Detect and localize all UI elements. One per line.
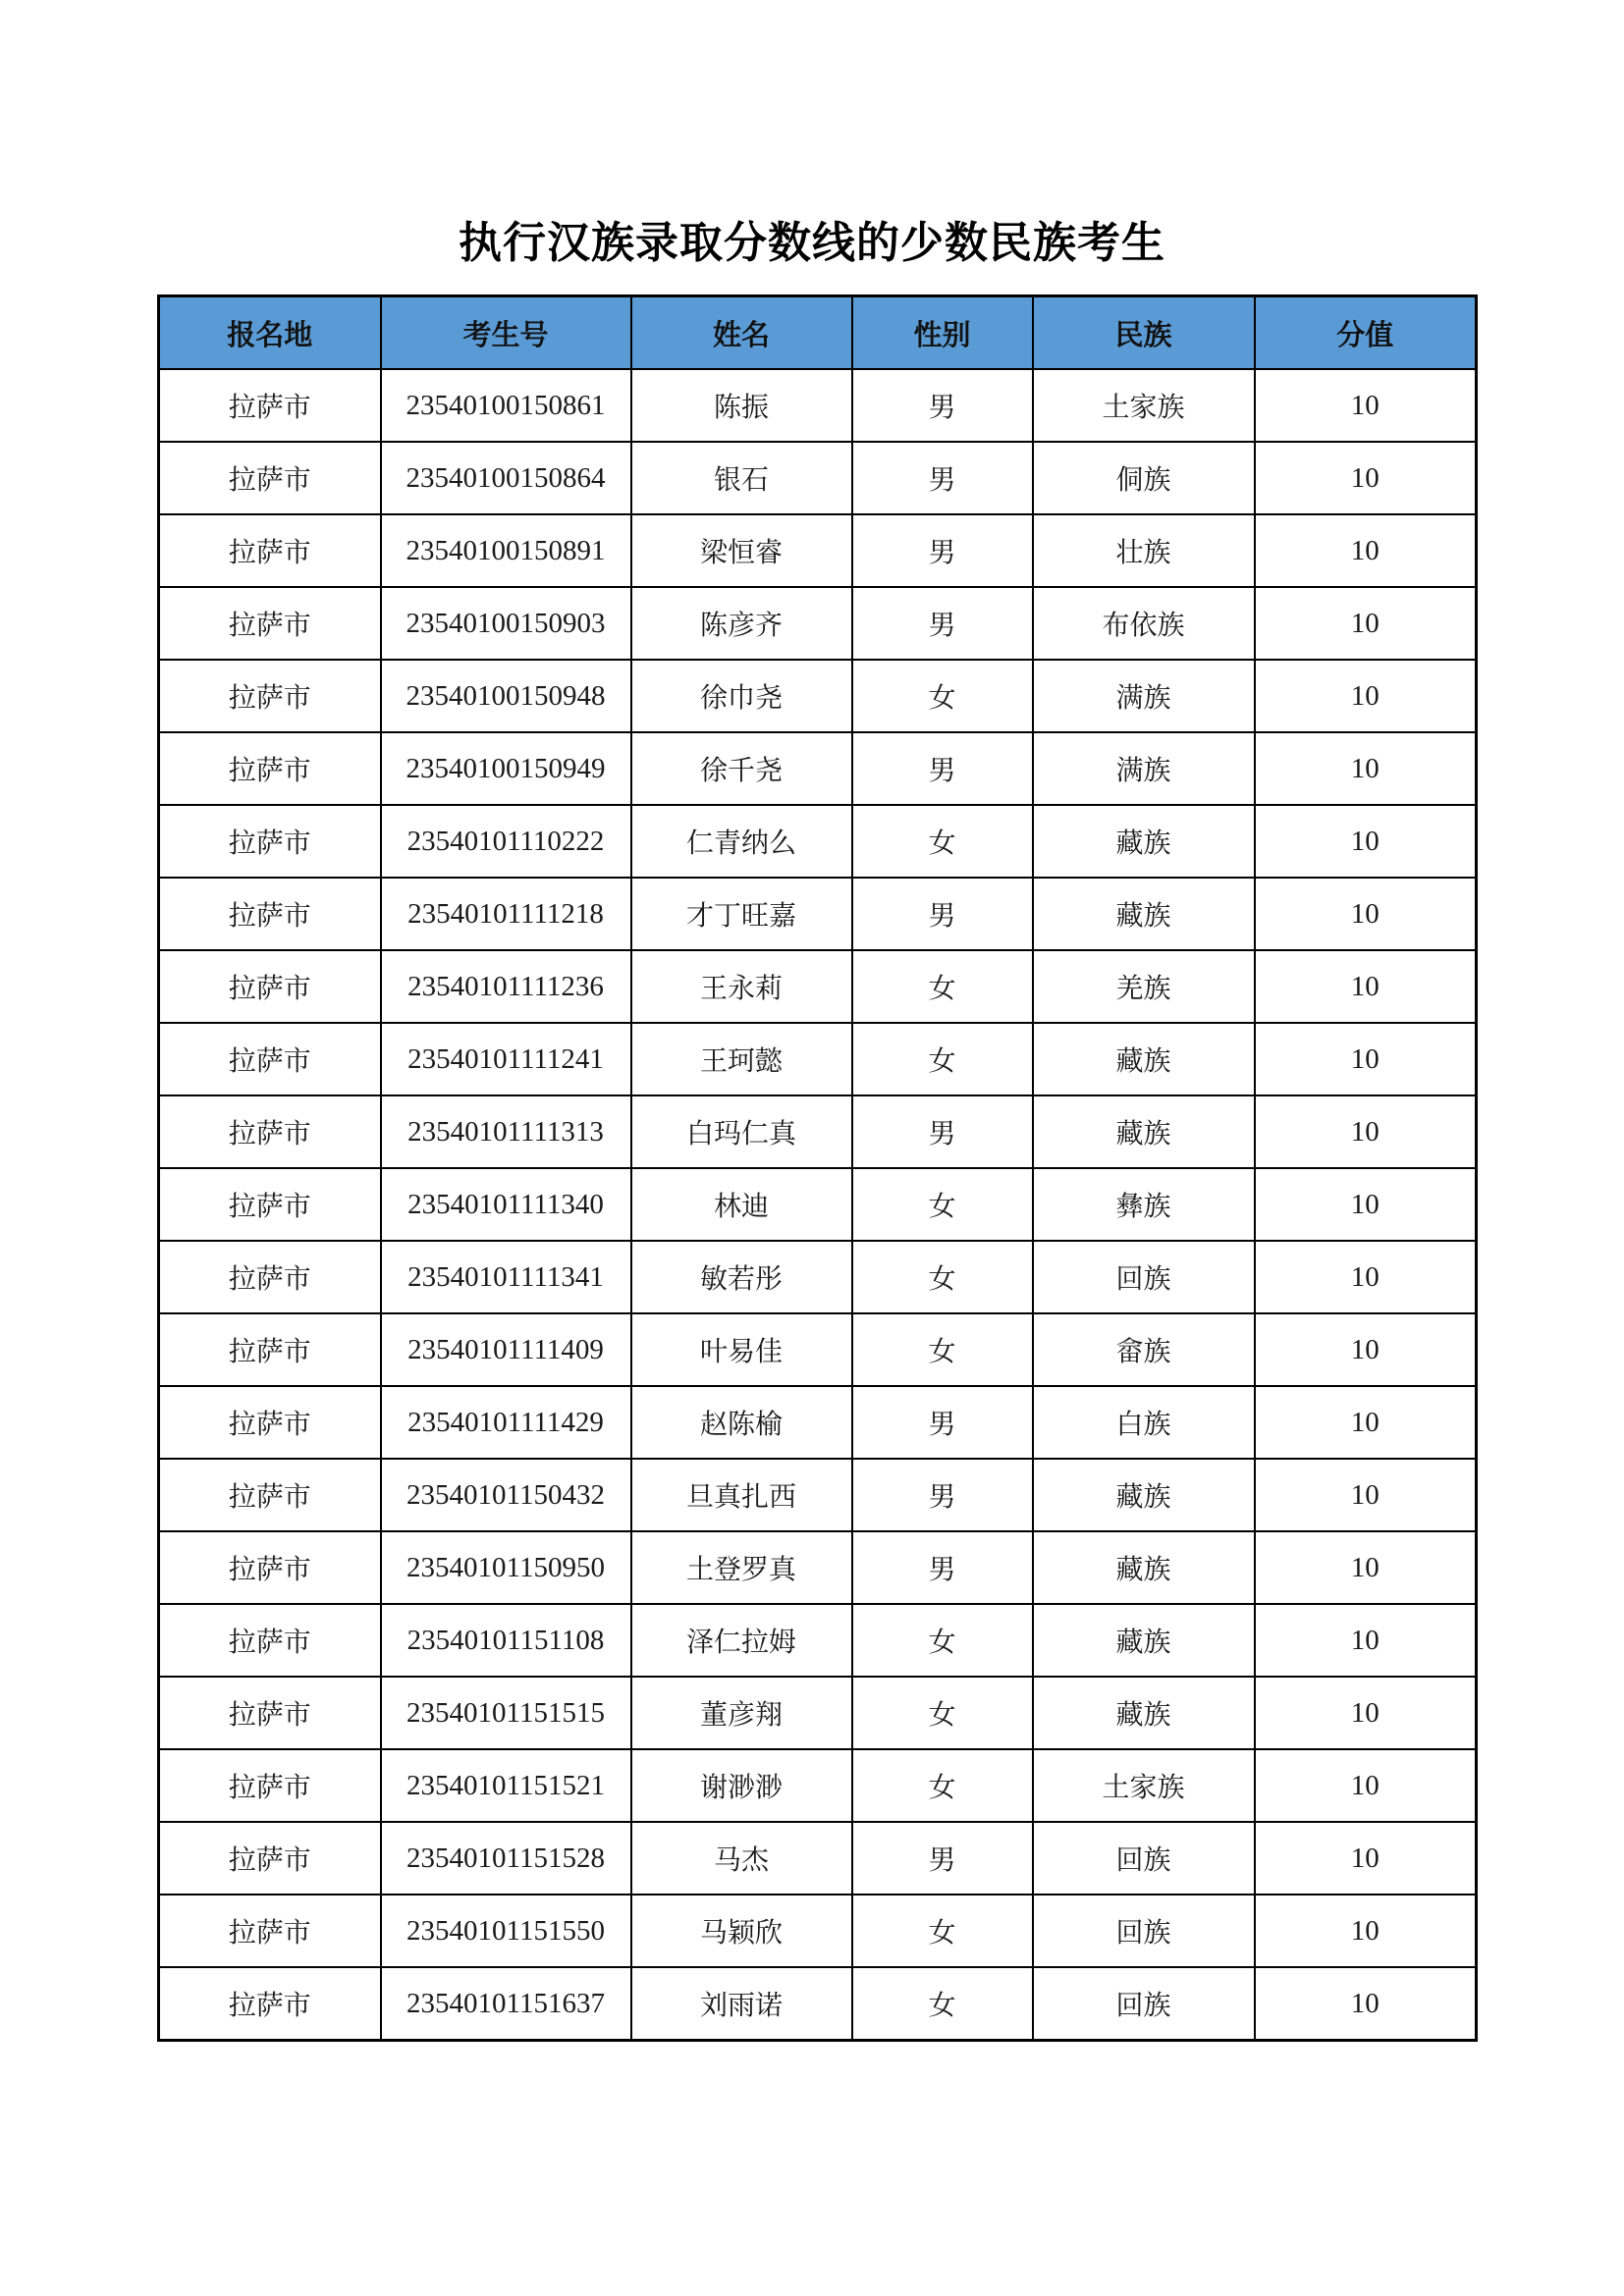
cell-name: 徐巾尧 (631, 660, 852, 732)
cell-name: 陈彦齐 (631, 587, 852, 660)
cell-gender: 男 (852, 1386, 1033, 1459)
table-row (159, 950, 1477, 1023)
table-row (159, 1313, 1477, 1386)
cell-ethnicity: 土家族 (1033, 1749, 1255, 1822)
cell-registration-place: 拉萨市 (159, 1749, 381, 1822)
cell-score: 10 (1255, 1604, 1477, 1677)
cell-registration-place: 拉萨市 (159, 514, 381, 587)
cell-score: 10 (1255, 1459, 1477, 1531)
cell-score: 10 (1255, 587, 1477, 660)
header-row (159, 296, 1477, 370)
cell-registration-place: 拉萨市 (159, 878, 381, 950)
cell-name: 仁青纳么 (631, 805, 852, 878)
cell-ethnicity: 满族 (1033, 660, 1255, 732)
cell-candidate-number: 23540101151515 (381, 1677, 631, 1749)
cell-candidate-number: 23540101111218 (381, 878, 631, 950)
cell-gender: 女 (852, 950, 1033, 1023)
cell-ethnicity: 回族 (1033, 1822, 1255, 1895)
cell-gender: 女 (852, 1677, 1033, 1749)
cell-score: 10 (1255, 442, 1477, 514)
cell-registration-place: 拉萨市 (159, 1023, 381, 1095)
cell-gender: 女 (852, 1241, 1033, 1313)
cell-gender: 女 (852, 1967, 1033, 2041)
cell-registration-place: 拉萨市 (159, 369, 381, 442)
cell-candidate-number: 23540101151108 (381, 1604, 631, 1677)
cell-candidate-number: 23540100150903 (381, 587, 631, 660)
cell-registration-place: 拉萨市 (159, 1168, 381, 1241)
cell-gender: 男 (852, 514, 1033, 587)
table-row (159, 1604, 1477, 1677)
cell-score: 10 (1255, 1168, 1477, 1241)
cell-gender: 女 (852, 805, 1033, 878)
table-row (159, 878, 1477, 950)
table-row (159, 587, 1477, 660)
cell-name: 白玛仁真 (631, 1095, 852, 1168)
cell-name: 马颖欣 (631, 1895, 852, 1967)
cell-ethnicity: 满族 (1033, 732, 1255, 805)
table-row (159, 1822, 1477, 1895)
page-title: 执行汉族录取分数线的少数民族考生 (459, 218, 1165, 268)
cell-gender: 男 (852, 1531, 1033, 1604)
cell-ethnicity: 藏族 (1033, 1095, 1255, 1168)
cell-ethnicity: 白族 (1033, 1386, 1255, 1459)
cell-gender: 男 (852, 1095, 1033, 1168)
cell-score: 10 (1255, 1095, 1477, 1168)
cell-name: 马杰 (631, 1822, 852, 1895)
cell-score: 10 (1255, 805, 1477, 878)
cell-ethnicity: 回族 (1033, 1895, 1255, 1967)
cell-score: 10 (1255, 1241, 1477, 1313)
table-row (159, 1023, 1477, 1095)
cell-gender: 女 (852, 1023, 1033, 1095)
cell-ethnicity: 彝族 (1033, 1168, 1255, 1241)
cell-candidate-number: 23540101111429 (381, 1386, 631, 1459)
cell-ethnicity: 侗族 (1033, 442, 1255, 514)
table-row (159, 805, 1477, 878)
table-row (159, 1241, 1477, 1313)
table-row (159, 1677, 1477, 1749)
cell-candidate-number: 23540100150948 (381, 660, 631, 732)
cell-gender: 女 (852, 660, 1033, 732)
header-gender: 性别 (852, 296, 1033, 370)
cell-gender: 男 (852, 1459, 1033, 1531)
table-row (159, 1749, 1477, 1822)
cell-score: 10 (1255, 1967, 1477, 2041)
cell-score: 10 (1255, 1895, 1477, 1967)
cell-gender: 女 (852, 1313, 1033, 1386)
cell-gender: 女 (852, 1168, 1033, 1241)
cell-score: 10 (1255, 369, 1477, 442)
cell-ethnicity: 回族 (1033, 1967, 1255, 2041)
cell-gender: 男 (852, 878, 1033, 950)
cell-gender: 女 (852, 1749, 1033, 1822)
cell-score: 10 (1255, 1677, 1477, 1749)
cell-ethnicity: 羌族 (1033, 950, 1255, 1023)
cell-name: 叶易佳 (631, 1313, 852, 1386)
cell-ethnicity: 畲族 (1033, 1313, 1255, 1386)
table-header (159, 296, 1477, 370)
table-row (159, 660, 1477, 732)
cell-name: 泽仁拉姆 (631, 1604, 852, 1677)
cell-candidate-number: 23540101150950 (381, 1531, 631, 1604)
cell-registration-place: 拉萨市 (159, 1386, 381, 1459)
cell-gender: 女 (852, 1604, 1033, 1677)
cell-name: 林迪 (631, 1168, 852, 1241)
cell-name: 赵陈榆 (631, 1386, 852, 1459)
candidate-table (157, 294, 1478, 2042)
cell-candidate-number: 23540101151550 (381, 1895, 631, 1967)
table-row (159, 732, 1477, 805)
table-row (159, 1895, 1477, 1967)
header-name: 姓名 (631, 296, 852, 370)
cell-ethnicity: 藏族 (1033, 1677, 1255, 1749)
cell-score: 10 (1255, 514, 1477, 587)
cell-candidate-number: 23540100150861 (381, 369, 631, 442)
table-row (159, 369, 1477, 442)
table-row (159, 1168, 1477, 1241)
cell-registration-place: 拉萨市 (159, 805, 381, 878)
cell-candidate-number: 23540101111236 (381, 950, 631, 1023)
cell-registration-place: 拉萨市 (159, 732, 381, 805)
cell-name: 王珂懿 (631, 1023, 852, 1095)
cell-gender: 男 (852, 1822, 1033, 1895)
cell-ethnicity: 藏族 (1033, 1023, 1255, 1095)
cell-name: 梁恒睿 (631, 514, 852, 587)
cell-registration-place: 拉萨市 (159, 1822, 381, 1895)
cell-registration-place: 拉萨市 (159, 1241, 381, 1313)
cell-ethnicity: 藏族 (1033, 1531, 1255, 1604)
header-candidate-number: 考生号 (381, 296, 631, 370)
cell-registration-place: 拉萨市 (159, 950, 381, 1023)
table-row (159, 1459, 1477, 1531)
cell-score: 10 (1255, 732, 1477, 805)
cell-score: 10 (1255, 1313, 1477, 1386)
cell-score: 10 (1255, 950, 1477, 1023)
cell-ethnicity: 藏族 (1033, 878, 1255, 950)
cell-gender: 男 (852, 732, 1033, 805)
cell-score: 10 (1255, 1749, 1477, 1822)
table-row (159, 1531, 1477, 1604)
table-row (159, 442, 1477, 514)
cell-registration-place: 拉萨市 (159, 1313, 381, 1386)
cell-candidate-number: 23540100150949 (381, 732, 631, 805)
cell-name: 土登罗真 (631, 1531, 852, 1604)
cell-ethnicity: 布依族 (1033, 587, 1255, 660)
table-row (159, 1386, 1477, 1459)
cell-name: 刘雨诺 (631, 1967, 852, 2041)
cell-name: 才丁旺嘉 (631, 878, 852, 950)
cell-score: 10 (1255, 660, 1477, 732)
cell-registration-place: 拉萨市 (159, 1459, 381, 1531)
table-body (159, 369, 1477, 2041)
cell-registration-place: 拉萨市 (159, 1095, 381, 1168)
cell-name: 谢渺渺 (631, 1749, 852, 1822)
cell-ethnicity: 回族 (1033, 1241, 1255, 1313)
cell-candidate-number: 23540101111409 (381, 1313, 631, 1386)
cell-name: 王永莉 (631, 950, 852, 1023)
cell-candidate-number: 23540100150891 (381, 514, 631, 587)
cell-registration-place: 拉萨市 (159, 442, 381, 514)
cell-ethnicity: 壮族 (1033, 514, 1255, 587)
cell-candidate-number: 23540101151528 (381, 1822, 631, 1895)
cell-candidate-number: 23540101111341 (381, 1241, 631, 1313)
cell-score: 10 (1255, 1386, 1477, 1459)
cell-gender: 男 (852, 369, 1033, 442)
table-row (159, 1967, 1477, 2041)
cell-ethnicity: 藏族 (1033, 1604, 1255, 1677)
table-row (159, 1095, 1477, 1168)
cell-registration-place: 拉萨市 (159, 1967, 381, 2041)
cell-name: 旦真扎西 (631, 1459, 852, 1531)
cell-ethnicity: 藏族 (1033, 1459, 1255, 1531)
cell-registration-place: 拉萨市 (159, 1604, 381, 1677)
cell-gender: 男 (852, 442, 1033, 514)
header-registration-place: 报名地 (159, 296, 381, 370)
cell-candidate-number: 23540101110222 (381, 805, 631, 878)
cell-candidate-number: 23540101111241 (381, 1023, 631, 1095)
cell-registration-place: 拉萨市 (159, 1677, 381, 1749)
cell-name: 敏若彤 (631, 1241, 852, 1313)
cell-ethnicity: 藏族 (1033, 805, 1255, 878)
cell-candidate-number: 23540101151521 (381, 1749, 631, 1822)
cell-score: 10 (1255, 878, 1477, 950)
header-ethnicity: 民族 (1033, 296, 1255, 370)
cell-registration-place: 拉萨市 (159, 1895, 381, 1967)
cell-score: 10 (1255, 1822, 1477, 1895)
cell-name: 陈振 (631, 369, 852, 442)
cell-candidate-number: 23540101150432 (381, 1459, 631, 1531)
cell-name: 董彦翔 (631, 1677, 852, 1749)
header-score: 分值 (1255, 296, 1477, 370)
cell-candidate-number: 23540101151637 (381, 1967, 631, 2041)
cell-candidate-number: 23540100150864 (381, 442, 631, 514)
cell-score: 10 (1255, 1023, 1477, 1095)
cell-ethnicity: 土家族 (1033, 369, 1255, 442)
cell-registration-place: 拉萨市 (159, 1531, 381, 1604)
table-row (159, 514, 1477, 587)
cell-registration-place: 拉萨市 (159, 660, 381, 732)
cell-candidate-number: 23540101111340 (381, 1168, 631, 1241)
cell-gender: 男 (852, 587, 1033, 660)
cell-name: 银石 (631, 442, 852, 514)
cell-registration-place: 拉萨市 (159, 587, 381, 660)
cell-gender: 女 (852, 1895, 1033, 1967)
cell-name: 徐千尧 (631, 732, 852, 805)
cell-candidate-number: 23540101111313 (381, 1095, 631, 1168)
cell-score: 10 (1255, 1531, 1477, 1604)
